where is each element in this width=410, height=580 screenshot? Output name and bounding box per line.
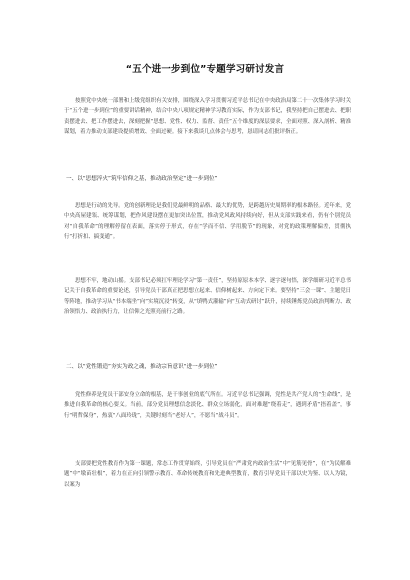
paragraph-1-2: 思想不牢，地动山摇。支部书记必须扛牢理论学习“第一责任”，坚持原原本本学、逐字逐句悟，深学细研习近平总书记关于自我革命的重要论述，引导党员干部真正把思想立起来、信仰树起来、方向定下来。要坚持“三会一课”、主题党日等阵地，推动学习从“书本端坐”向“实境沉浸”转变，从“填鸭式灌输”向“互动式研讨”跃升，持续锤炼党员政治判断力、政治领悟力、政治执行力，让信仰之光照亮前行之路。 — [64, 278, 351, 316]
paragraph-2-2: 支部要把党性教育作为第一课题，常态工作贯穿始终，引导党员在“严肃党内政治生活”中“见筋见骨”，在“为民解难题”中“墩苗壮根”，着力在正向引领警示教育、革命传统教育和先进典型教育，教育引导党员干部以史为鉴、以人为镜，以案为 — [64, 461, 351, 488]
document-title: “五个进一步到位”专题学习研讨发言 — [125, 64, 285, 75]
section-heading-1: 一、以“思想淬火”筑牢信仰之基，推动政治坚定“进一步到位” — [66, 176, 218, 182]
section-heading-2: 二、以“党性锻造”夯实为政之魂，推动宗旨意识“进一步到位” — [66, 364, 218, 370]
paragraph-intro: 按照党中央统一部署和上级党组织有关安排，围绕深入学习贯彻习近平总书记在中央政治局第二十一次集体学习时关于“五个进一步到位”的重要讲话精神，结合中央八项规定精神学习教育实际，作为支部书记，我坚持把自己摆进去、把职责摆进去、把工作摆进去，深刻把握“思想、党性、权力、监督、责任”五个维度的深层要求，全面对照、深入剖析、精准谋划，着力推动支部建设提质增效、全面过硬。接下来我谈几点体会与思考，恳请同志们批评指正。 — [64, 98, 351, 136]
paragraph-1-1: 思想是行动的先导。党的创新理论是我们党最鲜明的品格、最大的优势，是跨越历史周期率的根本路径。近年来，党中央高屋建瓴、统筹谋划，把作风建设摆在更加突出位置，推动党风政风持续向好，但从支部实践来看，仍有个别党员对“自我革命”的理解停留在表面，落实停于形式，存在“学而不信、学用脱节”的现象，对党的政策理解偏差，贯彻执行“打折扣、搞变通”。 — [64, 203, 351, 241]
paragraph-2-1: 党性修养是党员干部安身立命的根基，是干事创业的底气所在。习近平总书记强调，党性是共产党人的“生命线”，是推进自我革命的核心要义。当前，部分党员理想信念淡化、群众立场弱化，面对难题“绕着走”，遇到矛盾“捂着盖”，事行“明哲保身”，热衷“八面玲珑”，关键时刻当“老好人”，不愿当“战斗员”。 — [64, 392, 351, 419]
